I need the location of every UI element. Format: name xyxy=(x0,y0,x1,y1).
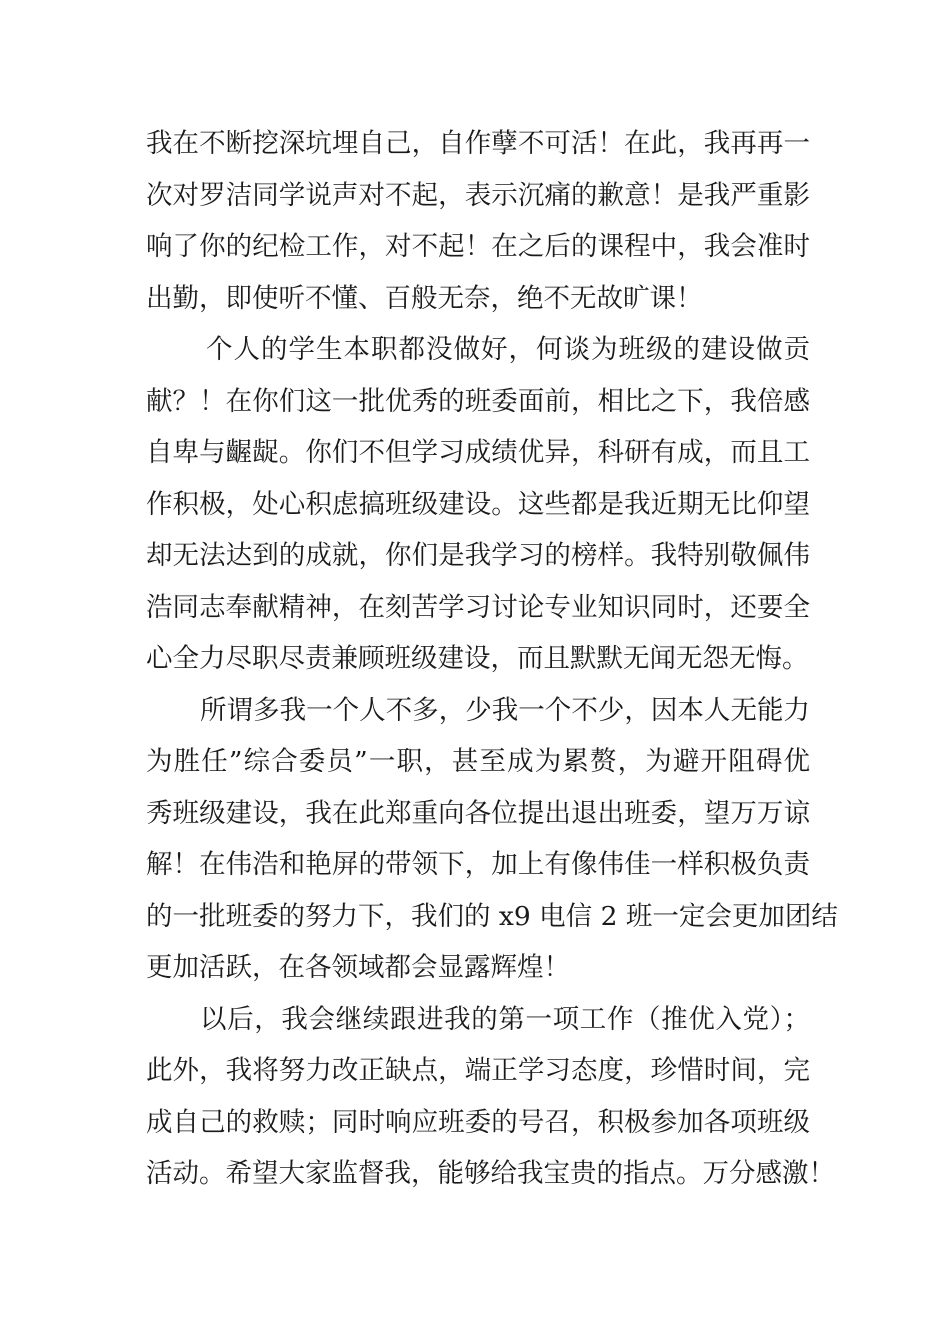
paragraph-3-line-3: 秀班级建设，我在此郑重向各位提出退出班委，望万万谅 xyxy=(146,797,810,829)
paragraph-3-line-1: 所谓多我一个人不多，少我一个不少，因本人无能力 xyxy=(200,694,810,726)
document-body xyxy=(146,118,838,1200)
paragraph-4-line-3: 成自己的救赎；同时响应班委的号召，积极参加各项班级 xyxy=(146,1106,810,1138)
paragraph-2-line-3: 自卑与齷龊。你们不但学习成绩优异，科研有成，而且工 xyxy=(146,437,810,468)
paragraph-1-line-1: 我在不断挖深坑埋自己，自作孽不可活！在此，我再再一 xyxy=(146,128,810,159)
paragraph-2-line-5: 却无法达到的成就，你们是我学习的榜样。我特别敬佩伟 xyxy=(146,540,810,571)
paragraph-4-line-4: 活动。希望大家监督我，能够给我宝贵的指点。万分感激！ xyxy=(146,1158,835,1189)
paragraph-2-line-2: 献？！在你们这一批优秀的班委面前，相比之下，我倍感 xyxy=(146,385,810,417)
paragraph-3-line-5: 的一批班委的努力下，我们的 x9 电信 2 班一定会更加团结 xyxy=(146,900,838,932)
paragraph-3-line-4: 解！在伟浩和艳屏的带领下，加上有像伟佳一样积极负责 xyxy=(146,849,810,880)
paragraph-3-line-6: 更加活跃，在各领域都会显露辉煌！ xyxy=(146,952,570,983)
paragraph-2-line-1: 个人的学生本职都没做好，何谈为班级的建设做贡 xyxy=(206,334,810,365)
paragraph-1-line-4: 出勤，即使听不懂、百般无奈，绝不无故旷课！ xyxy=(146,282,703,314)
paragraph-2-line-7: 心全力尽职尽责兼顾班级建设，而且默默无闻无怨无悔。 xyxy=(146,643,809,674)
paragraph-1-line-3: 响了你的纪检工作，对不起！在之后的课程中，我会准时 xyxy=(146,231,810,262)
paragraph-2-line-6: 浩同志奉献精神，在刻苦学习讨论专业知识同时，还要全 xyxy=(146,591,810,623)
paragraph-2-line-4: 作积极，处心积虑搞班级建设。这些都是我近期无比仰望 xyxy=(146,488,810,520)
paragraph-3-line-2: 为胜任”综合委员”一职，甚至成为累赘，为避开阻碍优 xyxy=(146,746,810,777)
paragraph-1-line-2: 次对罗洁同学说声对不起，表示沉痛的歉意！是我严重影 xyxy=(146,179,810,211)
paragraph-4-line-2: 此外，我将努力改正缺点，端正学习态度，珍惜时间，完 xyxy=(146,1055,810,1086)
paragraph-4-line-1: 以后，我会继续跟进我的第一项工作（推优入党）； xyxy=(200,1003,810,1035)
